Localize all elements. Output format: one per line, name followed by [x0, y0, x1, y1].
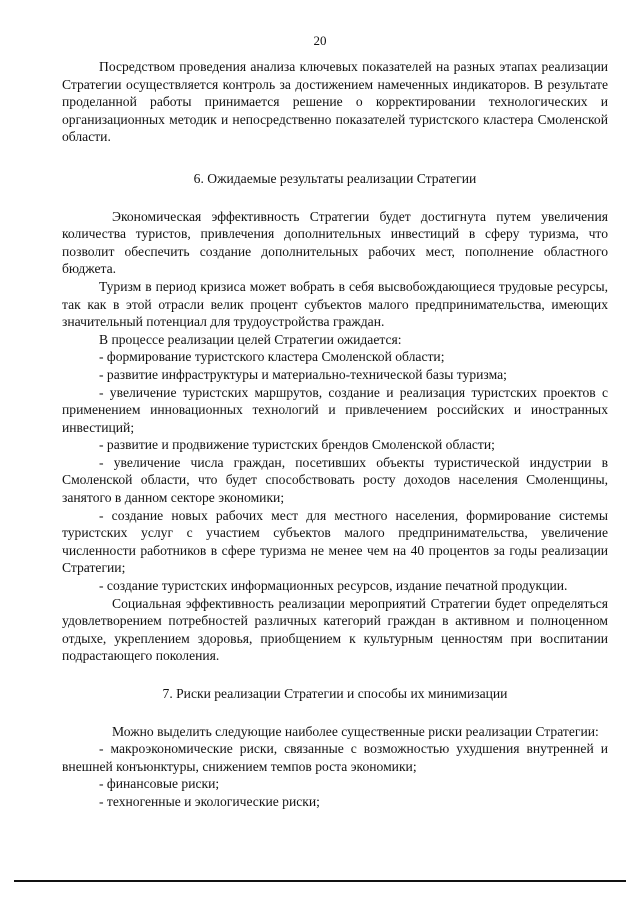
bullet-item: - создание новых рабочих мест для местного населения, формирование системы туристских услуг с участием субъектов малого предпринимательства, увеличение численности работников в сфере туризма не менее чем на 40 процентов за годы реализации Стратегии; [62, 507, 608, 576]
intro-paragraph: Посредством проведения анализа ключевых показателей на разных этапах реализации Стратегии осуществляется контроль за достижением намеченных индикаторов. В результате проделанной работы принимается решение о корректировании технологических и организационных методик и непосредственно показателей туристского кластера Смоленской области. [62, 59, 608, 145]
section-6-paragraph-2: Туризм в период кризиса может вобрать в себя высвобождающиеся трудовые ресурсы, так как в этой отрасли велик процент субъектов малого предпринимательства, имеющих значительный потенциал для трудоустройства граждан. [62, 278, 608, 330]
bullet-item: - развитие и продвижение туристских брендов Смоленской области; [99, 437, 495, 453]
section-6-heading: 6. Ожидаемые результаты реализации Стратегии [193, 170, 477, 186]
section-6-closing-paragraph: Социальная эффективность реализации мероприятий Стратегии будет определяться удовлетворением потребностей различных категорий граждан в активном и полноценном отдыхе, укреплением здоровья, приобщением к культурным ценностям при воспитании подрастающего поколения. [62, 595, 608, 664]
bullet-item: - развитие инфраструктуры и материально-технической базы туризма; [99, 366, 507, 382]
bullet-item: - увеличение числа граждан, посетивших объекты туристической индустрии в Смоленской области, что будет способствовать росту доходов населения Смоленщины, занятого в данном секторе экономики; [62, 454, 608, 506]
bullet-item: - увеличение туристских маршрутов, создание и реализация туристских проектов с применением инновационных технологий и привлечением российских и иностранных инвестиций; [62, 384, 608, 435]
bullet-item: - техногенные и экологические риски; [99, 793, 320, 809]
page-number: 20 [313, 33, 327, 48]
section-7-paragraph: Можно выделить следующие наиболее существенные риски реализации Стратегии: [112, 723, 599, 739]
footer-rule [14, 880, 626, 882]
document-body [62, 58, 608, 811]
section-7-heading: 7. Риски реализации Стратегии и способы их минимизации [162, 686, 508, 701]
section-6-paragraph-1: Экономическая эффективность Стратегии будет достигнута путем увеличения количества туристов, привлечения дополнительных инвестиций в сферу туризма, что позволит обеспечить создание дополнительных рабочих мест, пополнение областного бюджета. [62, 208, 608, 277]
bullet-item: - макроэкономические риски, связанные с возможностью ухудшения внутренней и внешней конъюнктуры, снижением темпов роста экономики; [62, 741, 608, 774]
bullet-item: - создание туристских информационных ресурсов, издание печатной продукции. [99, 578, 568, 594]
bullet-item: - финансовые риски; [99, 776, 220, 792]
section-6-paragraph-3: В процессе реализации целей Стратегии ожидается: [99, 331, 402, 347]
bullet-item: - формирование туристского кластера Смоленской области; [99, 349, 445, 365]
